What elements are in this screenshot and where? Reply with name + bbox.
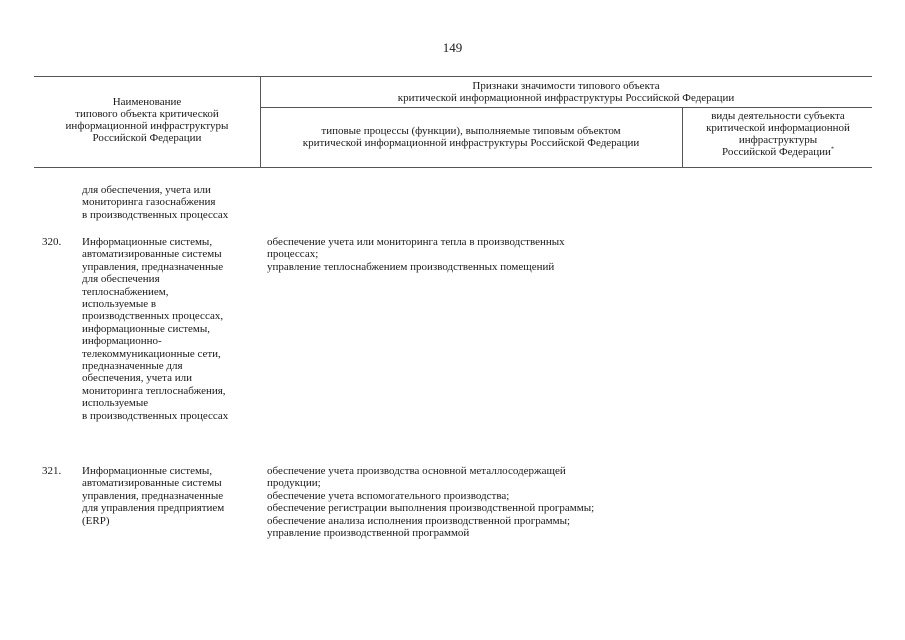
header-col-divider-1 bbox=[260, 76, 261, 167]
header-col-divider-2 bbox=[682, 107, 683, 167]
row-object-name: Информационные системы, автоматизированные системы управления, предназначенные для обеспечения теплоснабжением, используемые в производственных процессах, информационные системы, информационно- телекоммуникационные сети, предназначенные для обеспечения, учета или мониторинга теплоснабжения, используемые в производственных процессах bbox=[82, 236, 229, 422]
row-object-name: для обеспечения, учета или мониторинга газоснабжения в производственных процессах bbox=[82, 184, 229, 221]
row-object-name: Информационные системы, автоматизированные системы управления, предназначенные для управления предприятием (ERP) bbox=[82, 465, 225, 527]
header-col-processes: типовые процессы (функции), выполняемые типовым объектом критической информационной инфраструктуры Российской Федерации bbox=[302, 125, 640, 149]
header-col-activities bbox=[684, 110, 872, 158]
row-number: 321. bbox=[42, 465, 62, 477]
header-col-activities-text: виды деятельности субъекта критической информационной инфраструктуры Российской Федерации bbox=[706, 110, 850, 158]
page-number: 149 bbox=[442, 40, 463, 55]
header-top-border bbox=[34, 76, 872, 77]
row-processes: обеспечение учета производства основной металлосодержащей продукции; обеспечение учета вспомогательного производства; обеспечение регистрации выполнения производственной программы; обеспечение анализа исполнения производственной программы; управление производственной программой bbox=[267, 465, 595, 540]
row-number: 320. bbox=[42, 236, 62, 248]
header-group-title: Признаки значимости типового объекта критической информационной инфраструктуры Российской Федерации bbox=[397, 80, 735, 104]
header-bottom-border bbox=[34, 167, 872, 168]
footnote-mark: * bbox=[830, 146, 834, 153]
header-col-name: Наименование типового объекта критической информационной инфраструктуры Российской Федерации bbox=[65, 96, 229, 144]
header-group-divider bbox=[260, 107, 872, 108]
row-processes: обеспечение учета или мониторинга тепла в производственных процессах; управление теплоснабжением производственных помещений bbox=[267, 236, 565, 273]
